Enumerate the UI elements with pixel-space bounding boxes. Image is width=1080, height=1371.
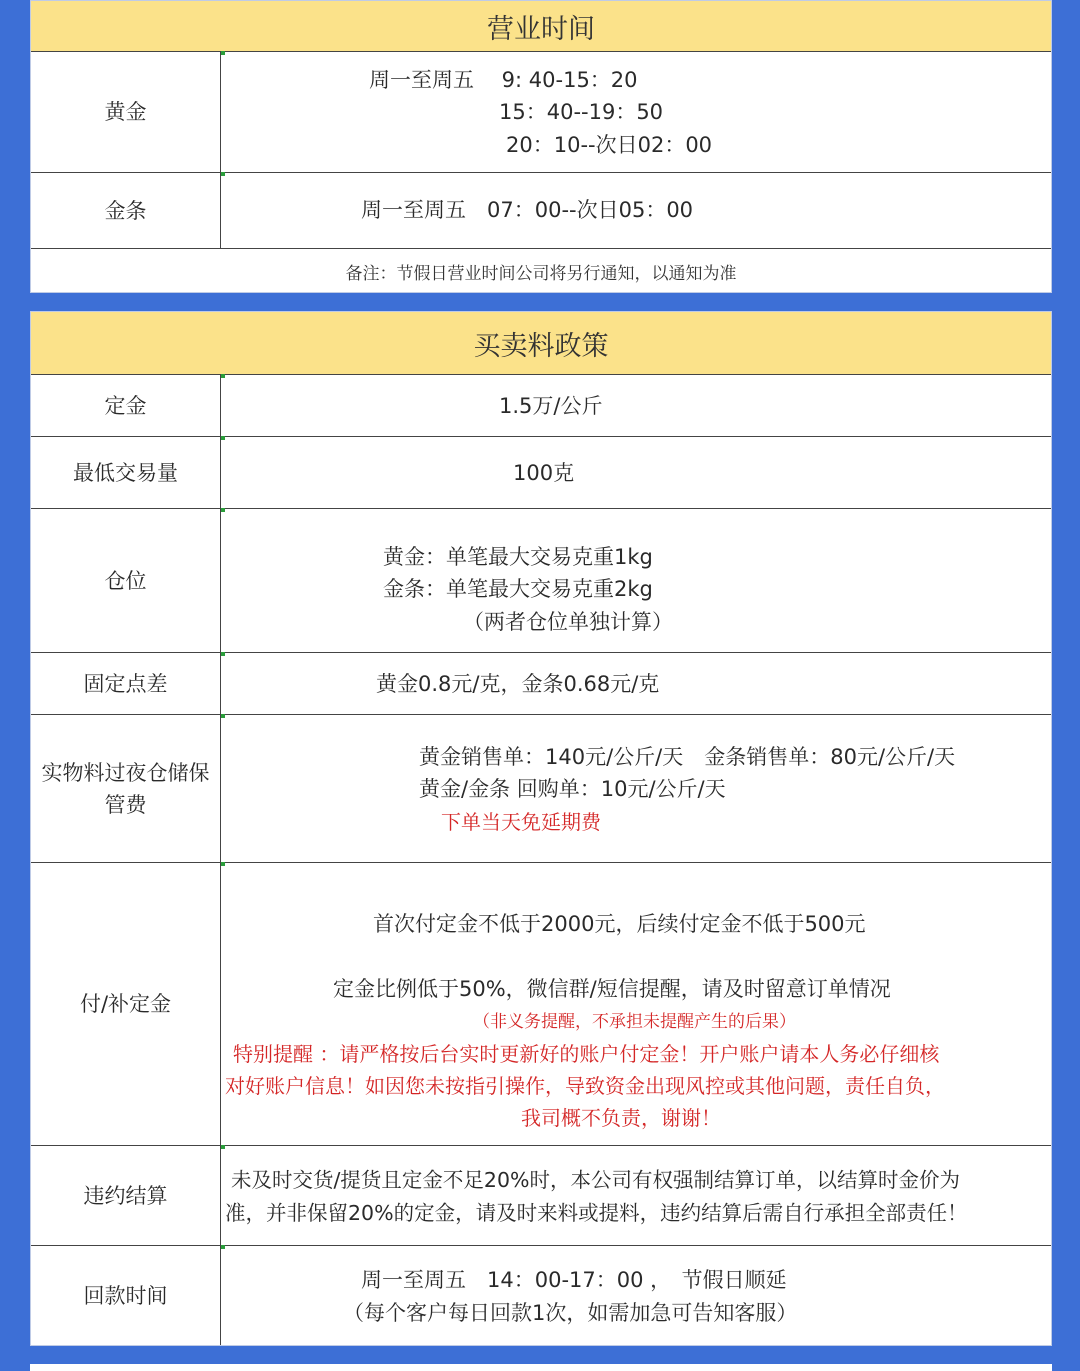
row-label: 回款时间 bbox=[31, 1246, 221, 1345]
business-hours-header bbox=[31, 1, 1051, 51]
row-value bbox=[221, 173, 1051, 248]
row-label: 定金 bbox=[31, 375, 221, 436]
row-label: 最低交易量 bbox=[31, 437, 221, 508]
value-line: （两者仓位单独计算） bbox=[463, 610, 673, 634]
next-card-edge bbox=[30, 1364, 1052, 1371]
row-value bbox=[221, 863, 1051, 1145]
value-line: （每个客户每日回款1次，如需加急可告知客服） bbox=[343, 1301, 798, 1325]
value-line: 定金比例低于50%，微信群/短信提醒，请及时留意订单情况 bbox=[333, 977, 891, 1001]
row-label: 黄金 bbox=[31, 52, 221, 172]
policy-row-payback-time bbox=[31, 1245, 1051, 1345]
business-hours-title: 营业时间 bbox=[31, 1, 1051, 52]
value-line: 未及时交货/提货且定金不足20%时，本公司有权强制结算订单，以结算时金价为 bbox=[231, 1168, 960, 1192]
hours-row-gold bbox=[31, 51, 1051, 172]
value-line: 金条：单笔最大交易克重2kg bbox=[383, 577, 653, 601]
policy-row-min-volume bbox=[31, 436, 1051, 508]
row-value bbox=[221, 437, 1051, 508]
row-value bbox=[221, 1246, 1051, 1345]
value-line: 周一至周五 9: 40-15：20 bbox=[369, 68, 638, 92]
row-label: 付/补定金 bbox=[31, 863, 221, 1145]
value-line-warning: （非义务提醒，不承担未提醒产生的后果） bbox=[473, 1012, 796, 1032]
policy-header bbox=[31, 312, 1051, 374]
value-line-warning: 我司概不负责，谢谢！ bbox=[521, 1106, 721, 1130]
value-line: 15：40--19：50 bbox=[499, 100, 664, 124]
row-value bbox=[221, 375, 1051, 436]
value-line: 周一至周五 07：00--次日05：00 bbox=[361, 198, 694, 222]
value-line: 准，并非保留20%的定金，请及时来料或提料，违约结算后需自行承担全部责任！ bbox=[225, 1201, 968, 1225]
value-line-warning: 下单当天免延期费 bbox=[441, 810, 601, 834]
trading-policy-card bbox=[30, 311, 1052, 1346]
policy-row-fixed-spread bbox=[31, 652, 1051, 714]
value-line: 1.5万/公斤 bbox=[499, 394, 603, 418]
value-line: 黄金0.8元/克，金条0.68元/克 bbox=[376, 672, 660, 696]
value-line: 100克 bbox=[513, 461, 575, 485]
hours-note: 备注：节假日营业时间公司将另行通知，以通知为准 bbox=[31, 248, 1051, 293]
policy-title: 买卖料政策 bbox=[31, 312, 1051, 375]
row-label: 违约结算 bbox=[31, 1146, 221, 1245]
business-hours-card bbox=[30, 0, 1052, 293]
row-value bbox=[221, 52, 1051, 172]
value-line: 首次付定金不低于2000元，后续付定金不低于500元 bbox=[373, 912, 866, 936]
policy-row-deposit bbox=[31, 374, 1051, 436]
row-value bbox=[221, 715, 1051, 862]
row-value bbox=[221, 1146, 1051, 1245]
policy-row-position bbox=[31, 508, 1051, 652]
row-label: 金条 bbox=[31, 173, 221, 248]
value-line: 黄金/金条 回购单：10元/公斤/天 bbox=[419, 777, 726, 801]
value-line: 周一至周五 14：00-17：00 ， 节假日顺延 bbox=[361, 1268, 787, 1292]
row-value bbox=[221, 509, 1051, 652]
row-value bbox=[221, 653, 1051, 714]
value-line: 黄金：单笔最大交易克重1kg bbox=[383, 545, 653, 569]
policy-row-default-settlement bbox=[31, 1145, 1051, 1245]
row-label: 实物料过夜仓储保管费 bbox=[31, 715, 221, 862]
value-line: 黄金销售单：140元/公斤/天 金条销售单：80元/公斤/天 bbox=[419, 745, 956, 769]
value-line: 20：10--次日02：00 bbox=[506, 133, 713, 157]
hours-row-bar bbox=[31, 172, 1051, 248]
policy-row-pay-deposit bbox=[31, 862, 1051, 1145]
policy-row-storage-fee bbox=[31, 714, 1051, 862]
row-label: 仓位 bbox=[31, 509, 221, 652]
value-line-warning: 特别提醒 ：请严格按后台实时更新好的账户付定金！开户账户请本人务必仔细核 bbox=[233, 1042, 940, 1066]
row-label: 固定点差 bbox=[31, 653, 221, 714]
value-line-warning: 对好账户信息！如因您未按指引操作，导致资金出现风控或其他问题，责任自负， bbox=[225, 1074, 945, 1098]
